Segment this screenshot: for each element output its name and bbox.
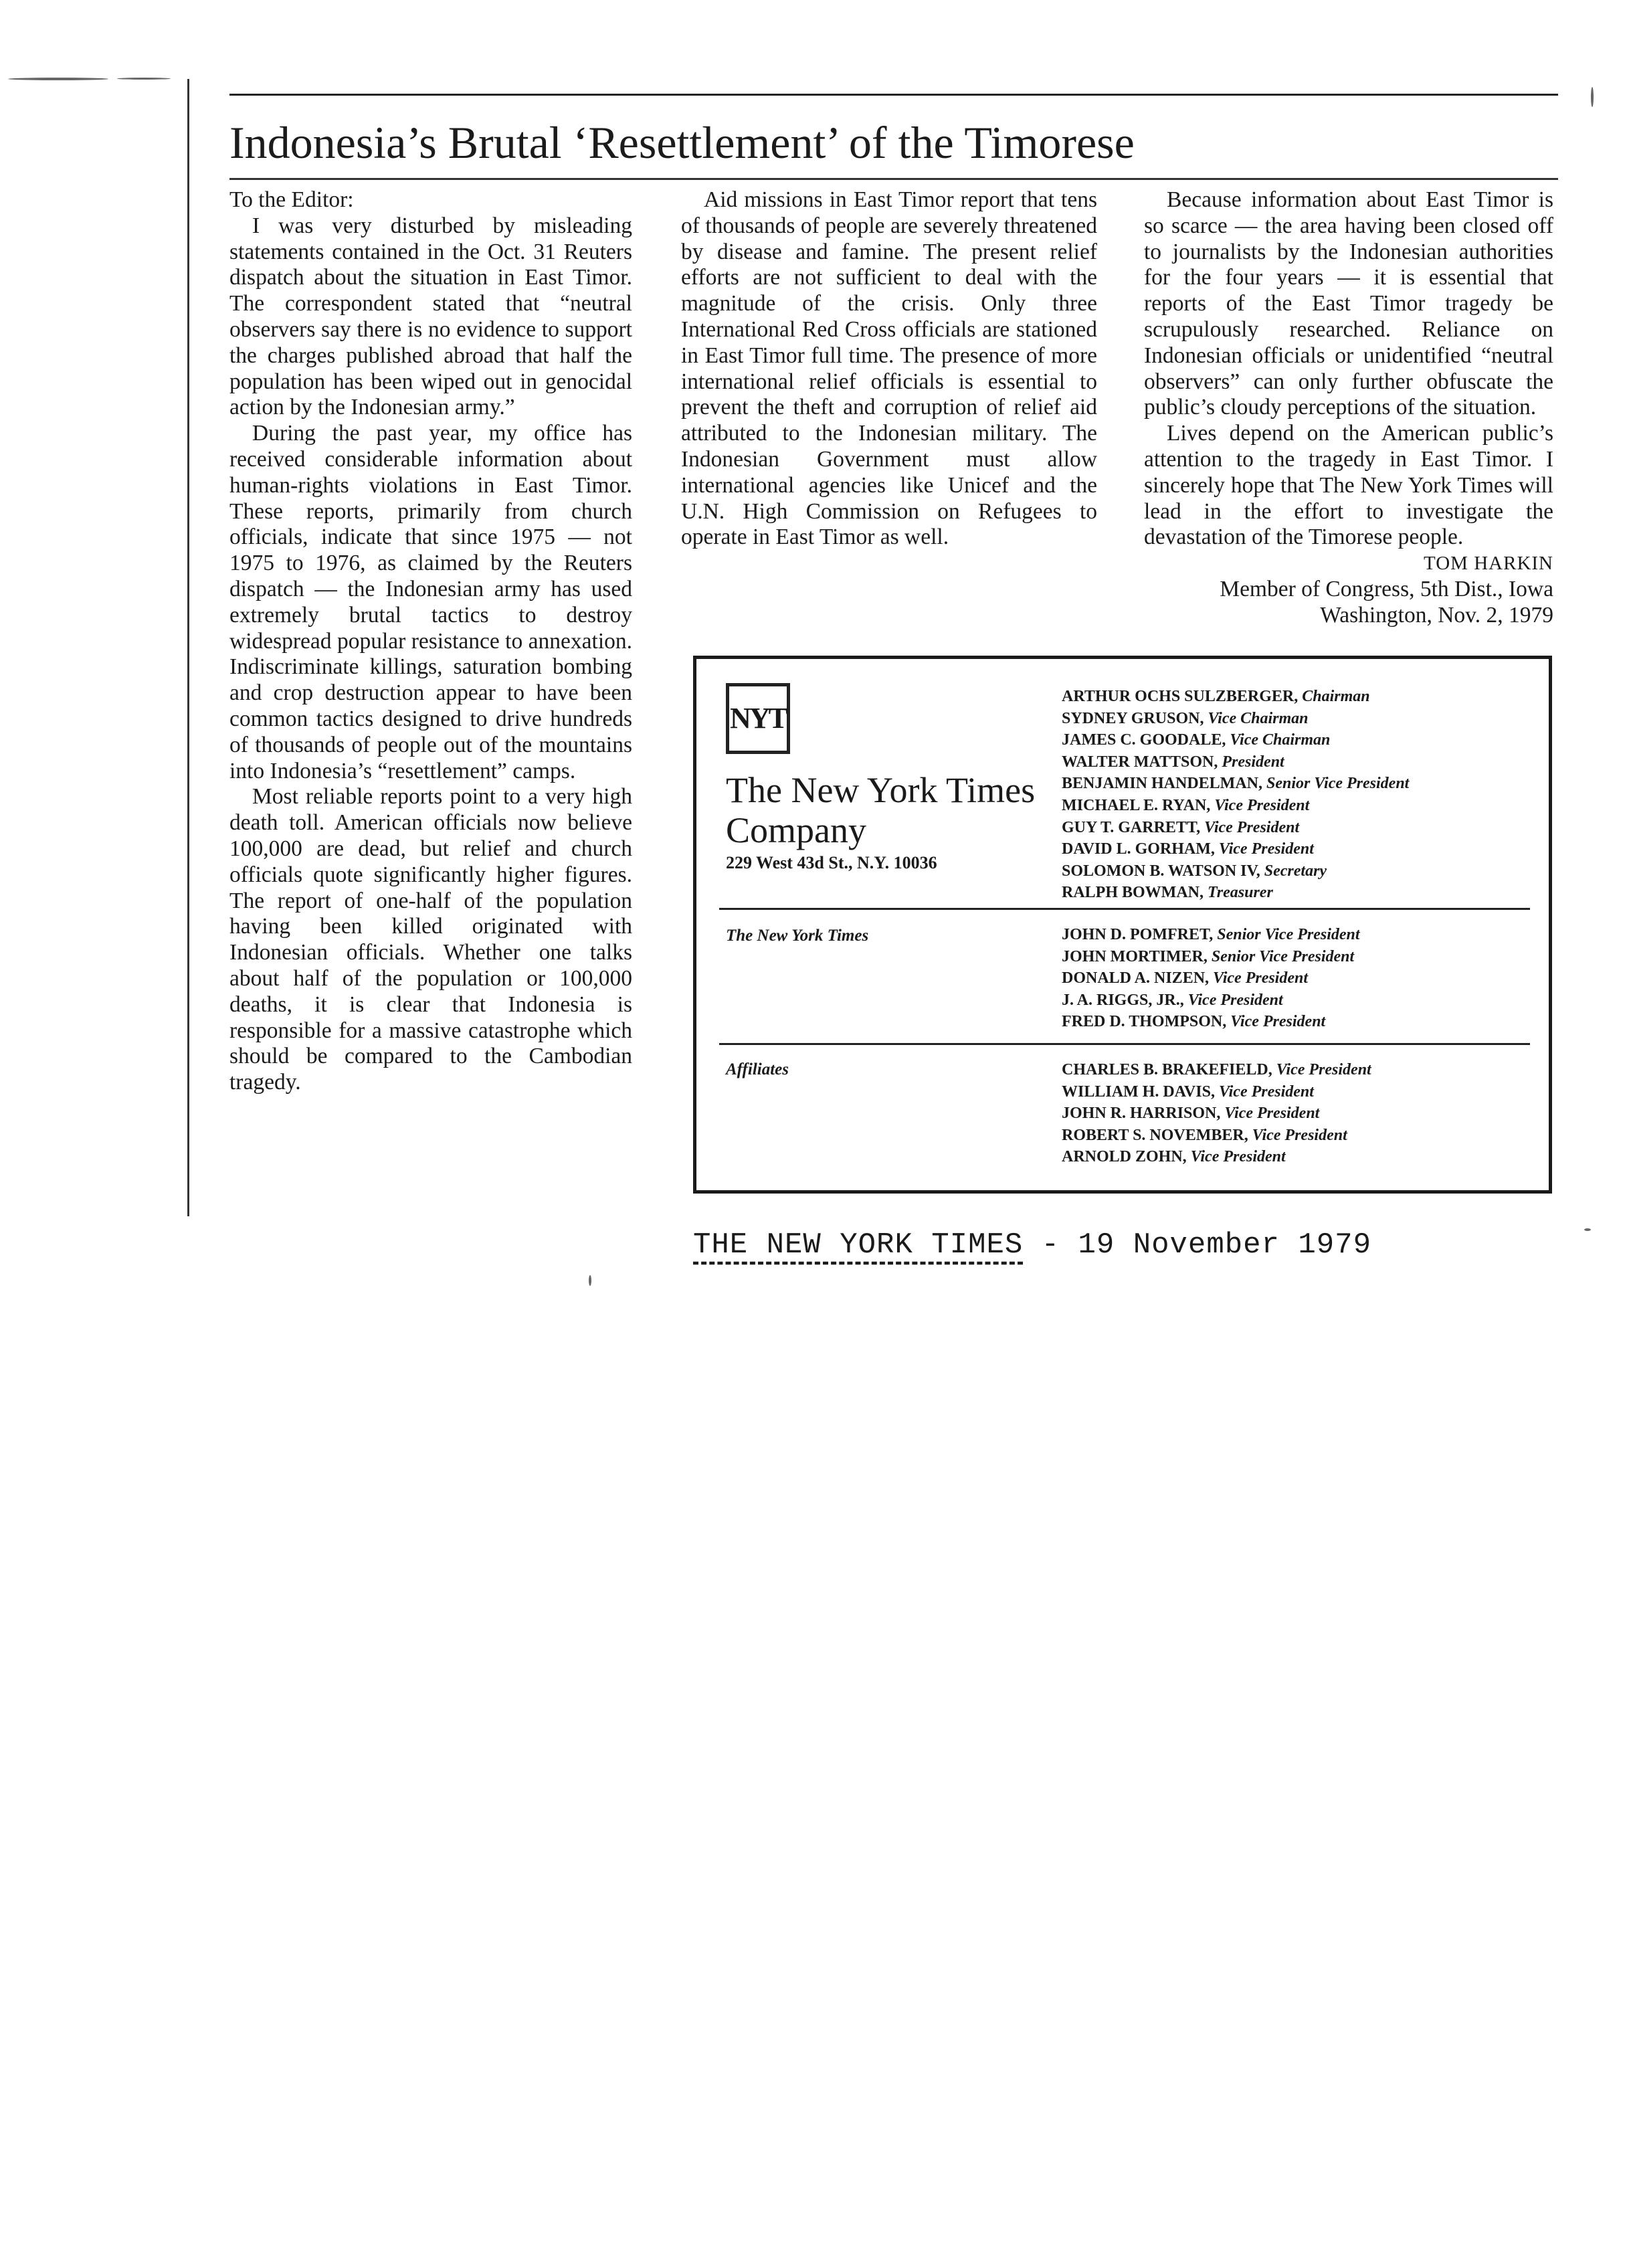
masthead-divider-1 (719, 908, 1530, 910)
officer-row: ARNOLD ZOHN, Vice President (1062, 1148, 1286, 1166)
masthead-divider-2 (719, 1043, 1530, 1045)
officer-row: MICHAEL E. RYAN, Vice President (1062, 796, 1310, 814)
scan-noise (1584, 1228, 1591, 1231)
affiliates-section-label: Affiliates (726, 1060, 789, 1078)
officer-row: ROBERT S. NOVEMBER, Vice President (1062, 1126, 1347, 1144)
footer-separator: - (1023, 1228, 1078, 1262)
company-name-line-2: Company (726, 810, 866, 850)
paragraph-1: I was very disturbed by misleading statements contained in the Oct. 31 Reuters dispatch about the situation in East Timor. The correspondent stated that “neutral observers say there is no evidence to support the charges published abroad that half the population has been wiped out in genocidal action by the Indonesian army.” (229, 213, 632, 420)
officer-row: JAMES C. GOODALE, Vice Chairman (1062, 731, 1331, 749)
officer-row: BENJAMIN HANDELMAN, Senior Vice President (1062, 775, 1410, 793)
top-rule (229, 94, 1558, 96)
scan-noise (589, 1275, 591, 1286)
nyt-logo: NYT (726, 683, 790, 754)
paragraph-5: Because information about East Timor is so scarce — the area having been closed off to journalists by the Indonesian authorities for the four years — it is essential that reports of the East Timor tragedy be scrupulously researched. Reliance on Indonesian officials or unidentified “neutral observers” can only further obfuscate the public’s cloudy perceptions of the situation. (1144, 187, 1553, 420)
officer-row: CHARLES B. BRAKEFIELD, Vice President (1062, 1061, 1371, 1078)
scan-noise (117, 78, 171, 80)
paragraph-2: During the past year, my office has received considerable information about human-rights violations in East Timor. These reports, primarily from church officials, indicate that since 1975 — not 1975 to 1976, as claimed by the Reuters dispatch — the Indonesian army has used extremely brutal tactics to destroy widespread popular resistance to annexation. Indiscriminate killings, saturation bombing and crop destruction appear to have been common tactics designed to drive hundreds of thousands of people out of the mountains into Indonesia’s “resettlement” camps. (229, 421, 632, 783)
officer-row: GUY T. GARRETT, Vice President (1062, 818, 1300, 836)
paragraph-6: Lives depend on the American public’s attention to the tragedy in East Timor. I sincerely hope that The New York Times will lead in the effort to investigate the devastation of the Timorese people. (1144, 421, 1553, 550)
scan-noise (8, 78, 108, 80)
officer-row: DONALD A. NIZEN, Vice President (1062, 969, 1309, 987)
company-name-line-1: The New York Times (726, 770, 1036, 810)
footer-paper-name: THE NEW YORK TIMES (693, 1228, 1024, 1262)
company-officers-list (1062, 686, 1530, 904)
affiliates-officers-list (1062, 1059, 1530, 1168)
officer-row: WILLIAM H. DAVIS, Vice President (1062, 1082, 1314, 1101)
footer-date: 19 November 1979 (1078, 1228, 1371, 1262)
signature-title: Member of Congress, 5th Dist., Iowa (1220, 576, 1553, 601)
left-margin-rule (187, 79, 189, 1216)
officer-row: JOHN R. HARRISON, Vice President (1062, 1105, 1320, 1123)
officer-row: JOHN MORTIMER, Senior Vice President (1062, 947, 1355, 965)
times-section-label: The New York Times (726, 927, 869, 945)
officer-row: SYDNEY GRUSON, Vice Chairman (1062, 709, 1309, 727)
company-name (726, 770, 1100, 850)
source-footer (693, 1228, 1371, 1262)
company-address: 229 West 43d St., N.Y. 10036 (726, 853, 937, 872)
signature-place-date: Washington, Nov. 2, 1979 (1320, 602, 1553, 628)
scan-noise (1591, 87, 1594, 107)
officer-row: J. A. RIGGS, JR., Vice President (1062, 991, 1283, 1009)
officer-row: ARTHUR OCHS SULZBERGER, Chairman (1062, 688, 1370, 705)
article-headline: Indonesia’s Brutal ‘Resettlement’ of the Timorese (229, 117, 1135, 168)
article-column-1 (229, 187, 632, 1096)
paragraph-4: Aid missions in East Timor report that tens of thousands of people are severely threatened by disease and famine. The present relief efforts are not sufficient to deal with the magnitude of the crisis. Only three International Red Cross officials are stationed in East Timor full time. The presence of more international relief officials is essential to prevent the theft and corruption of relief aid attributed to the Indonesian military. The Indonesian Government must allow international agencies like Unicef and the U.N. High Commission on Refugees to operate in East Timor as well. (681, 187, 1097, 550)
officer-row: SOLOMON B. WATSON IV, Secretary (1062, 862, 1327, 880)
officer-row: JOHN D. POMFRET, Senior Vice President (1062, 926, 1360, 943)
times-officers-list (1062, 924, 1530, 1033)
salutation: To the Editor: (229, 187, 354, 212)
officer-row: FRED D. THOMPSON, Vice President (1062, 1013, 1326, 1031)
officer-row: WALTER MATTSON, President (1062, 753, 1284, 771)
masthead-box (693, 656, 1552, 1194)
officer-row: DAVID L. GORHAM, Vice President (1062, 840, 1314, 858)
paragraph-3: Most reliable reports point to a very high death toll. American officials now believe 100,000 are dead, but relief and church officials quote significantly higher figures. The report of one-half of the population having been killed originated with Indonesian officials. Whether one talks about half of the population or 100,000 deaths, it is clear that Indonesia is responsible for a massive catastrophe which should be compared to the Cambodian tragedy. (229, 784, 632, 1095)
article-column-2 (681, 187, 1097, 551)
signature-name: TOM HARKIN (1424, 553, 1553, 575)
headline-rule (229, 178, 1558, 180)
article-column-3 (1144, 187, 1553, 629)
officer-row: RALPH BOWMAN, Treasurer (1062, 884, 1273, 902)
